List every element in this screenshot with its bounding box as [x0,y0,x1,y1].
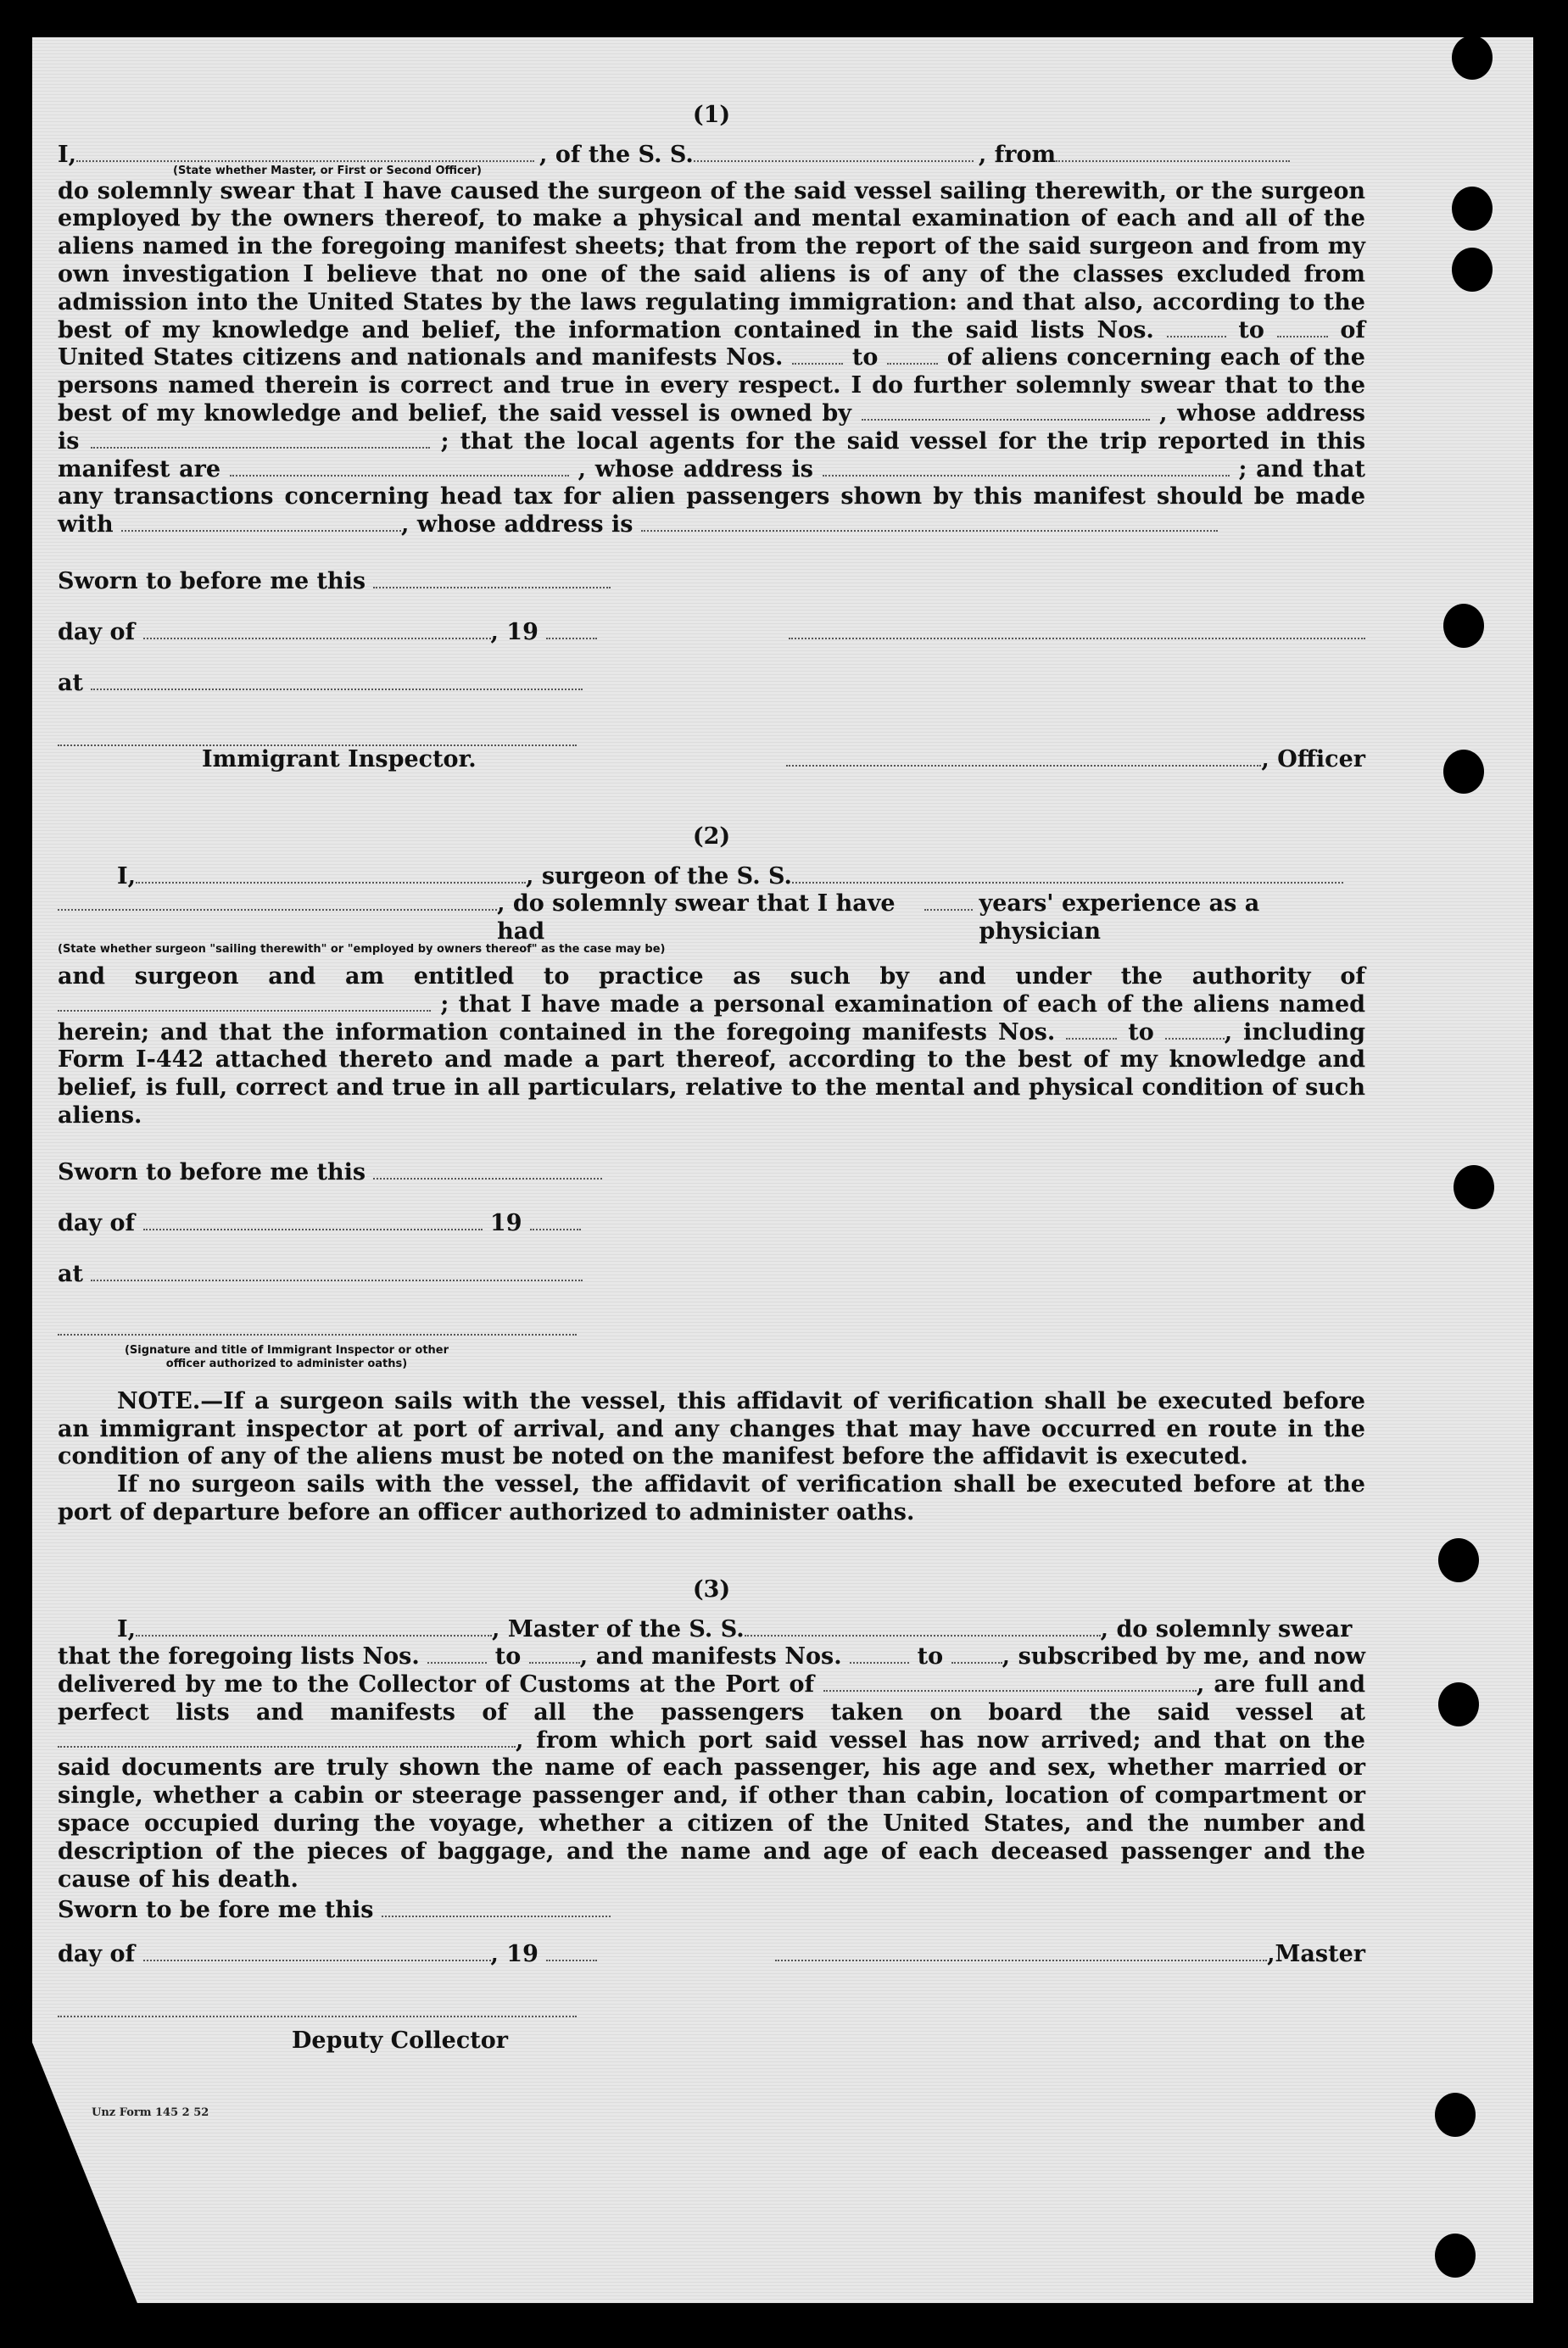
manifests-to-field[interactable] [887,344,938,365]
note-paragraph-1: NOTE.—If a surgeon sails with the vessel, this affidavit of verification shall be executed before an immigrant inspector at port of arrival, and any changes that may have occurred en route in the condition of any of the aliens must be noted on the manifest before the affidavit is executed. [58,1387,1365,1470]
from-port-field[interactable] [1056,142,1290,162]
inspector-signature-field-2[interactable] [58,1317,577,1336]
port-of-arrival-field[interactable] [823,1671,1197,1692]
i-label: I, [58,141,77,168]
officer-signature-top-field[interactable] [789,619,1365,639]
master-name-field[interactable] [136,1616,492,1637]
vessel-owner-field[interactable] [862,400,1150,421]
day-of-line-3: day of , 19 ,Master [58,1941,1365,1968]
punch-hole [1443,604,1484,648]
day-of-month-field-1[interactable] [143,619,491,639]
form-identifier: Unz Form 145 2 52 [92,2106,209,2119]
at-line-2: at [58,1249,1365,1300]
at-line-1: at [58,658,1365,709]
lists-from-field[interactable] [1167,317,1226,337]
inspector-signature-row [58,726,1365,746]
sworn-line-3: Sworn to be fore me this [58,1893,1365,1927]
officer-label: , Officer [1261,745,1365,772]
day-of-month-field-2[interactable] [143,1210,483,1230]
surgeon-manifests-from-field[interactable] [1066,1019,1117,1040]
master-lists-from-field[interactable] [427,1643,487,1664]
punch-hole [1452,248,1493,292]
manifests-from-field[interactable] [792,344,843,365]
year-field-3[interactable] [546,1941,597,1961]
surgeon-name-field[interactable] [136,863,526,884]
head-tax-contact-field[interactable] [121,511,401,532]
agents-address-field[interactable] [823,456,1230,477]
deputy-collector-label: Deputy Collector [292,2027,508,2055]
punch-hole [1435,2234,1476,2278]
authority-field[interactable] [58,991,431,1012]
head-tax-address-field[interactable] [641,511,1218,532]
inspector-signature-field[interactable] [58,726,577,746]
punch-hole [1435,2093,1476,2137]
owner-address-field[interactable] [91,428,430,449]
punch-hole [1438,1682,1479,1726]
master-manifests-from-field[interactable] [850,1643,909,1664]
punch-hole [1438,1538,1479,1582]
day-of-month-field-3[interactable] [143,1941,491,1961]
master-lists-to-field[interactable] [529,1643,580,1664]
surgeon-ship-field[interactable] [792,863,1343,884]
at-place-field-2[interactable] [91,1261,583,1281]
inspector-officer-labels [58,746,1365,774]
affidavit-content [58,92,1365,2055]
year-field-2[interactable] [530,1210,581,1230]
section-2-number: (2) [692,823,731,850]
sworn-line-2: Sworn to before me this [58,1147,1365,1198]
years-experience-field[interactable] [924,890,973,911]
day-of-line-1: day of , 19 [58,607,1365,658]
section-3-number: (3) [692,1576,731,1603]
section-2-first-line: I, , surgeon of the S. S. [58,863,1365,891]
section-1-number: (1) [692,102,731,128]
master-signature-field[interactable] [775,1941,1267,1961]
section-2-oath-paragraph: and surgeon and am entitled to practice as such by and under the authority of ; that I have made a personal examination of each of the aliens named herein; and that the information contained in the foregoing manifests Nos. to , including Form I-442 attached thereto and made a part thereof, according to the best of my knowledge and belief, is full, correct and true in all particulars, relative to the mental and physical condition of such aliens. [58,962,1366,1129]
surgeon-type-caption: (State whether surgeon "sailing therewith" or "employed by owners thereof" as the case may be) [58,942,666,956]
of-ss-label: , of the S. S. [539,141,694,168]
sworn-day-field-2[interactable] [373,1159,602,1180]
master-manifests-to-field[interactable] [951,1643,1002,1664]
surgeon-type-field[interactable] [58,890,497,911]
punch-hole [1452,36,1493,80]
lists-to-field[interactable] [1277,317,1328,337]
sworn-day-field-1[interactable] [373,568,611,588]
from-label: , from [978,141,1057,168]
section-3-oath-paragraph: that the foregoing lists Nos. to , and manifests Nos. to , subscribed by me, and now delivered by me to the Collector of Customs at the Port of , are full and perfect lists and manifests of all the passengers taken on board the said vessel at , from which port said vessel has now arrived; and that on the said documents are truly shown the name of each passenger, his age and sex, whether married or single, whether a cabin or steerage passenger and, if other than cabin, location of compartment or space occupied during the voyage, whether a citizen of the United States, and the number and description of the pieces of baggage, and the name and age of each deceased passenger and the cause of his death. [58,1643,1365,1893]
day-of-line-2: day of 19 [58,1198,1365,1249]
section-1-oath-paragraph: do solemnly swear that I have caused the surgeon of the said vessel sailing therewith, or the surgeon employed by the owners thereof, to make a physical and mental examination of each and all of the aliens named in the foregoing manifest sheets; that from the report of the said surgeon and from my own investigation I believe that no one of the said aliens is of any of the classes excluded from admission into the United States by the laws regulating immigration: and that also, according to the best of my knowledge and belief, the information contained in the said lists Nos. to of United States citizens and nationals and manifests Nos. to of aliens concerning each of the persons named therein is correct and true in every respect. I do further solemnly swear that to the best of my knowledge and belief, the said vessel is owned by , whose address is ; that the local agents for the said vessel for the trip reported in this manifest are , whose address is ; and that any transactions concerning head tax for alien passengers shown by this manifest should be made with , whose address is [58,177,1366,538]
section-3-first-line: I, , Master of the S. S. , do solemnly swear [117,1615,1353,1642]
local-agents-field[interactable] [230,456,569,477]
section-2-second-line: , do solemnly swear that I have had years' experience as a physician [58,890,1365,946]
punch-hole [1452,187,1493,231]
sworn-line-1: Sworn to before me this [58,556,1365,607]
officer-rank-caption: (State whether Master, or First or Second Officer) [173,164,482,177]
officer-name-field[interactable] [76,142,534,162]
port-of-departure-field[interactable] [58,1727,516,1748]
officer-signature-field[interactable] [786,746,1261,767]
signature-caption: (Signature and title of Immigrant Inspector or other officer authorized to administer oaths) [124,1343,449,1370]
surgeon-manifests-to-field[interactable] [1165,1019,1225,1040]
year-field-1[interactable] [546,619,597,639]
master-ship-field[interactable] [745,1616,1101,1637]
ship-name-field[interactable] [694,142,974,162]
deputy-signature-field[interactable] [58,1999,577,2017]
sworn-day-field-3[interactable] [382,1897,611,1917]
immigrant-inspector-label: Immigrant Inspector. [202,745,477,772]
at-place-field-1[interactable] [91,670,583,690]
punch-hole [1454,1165,1494,1209]
punch-hole [1443,750,1484,794]
note-paragraph-2: If no surgeon sails with the vessel, the affidavit of verification shall be executed before at the port of departure before an officer authorized to administer oaths. [58,1471,1365,1525]
